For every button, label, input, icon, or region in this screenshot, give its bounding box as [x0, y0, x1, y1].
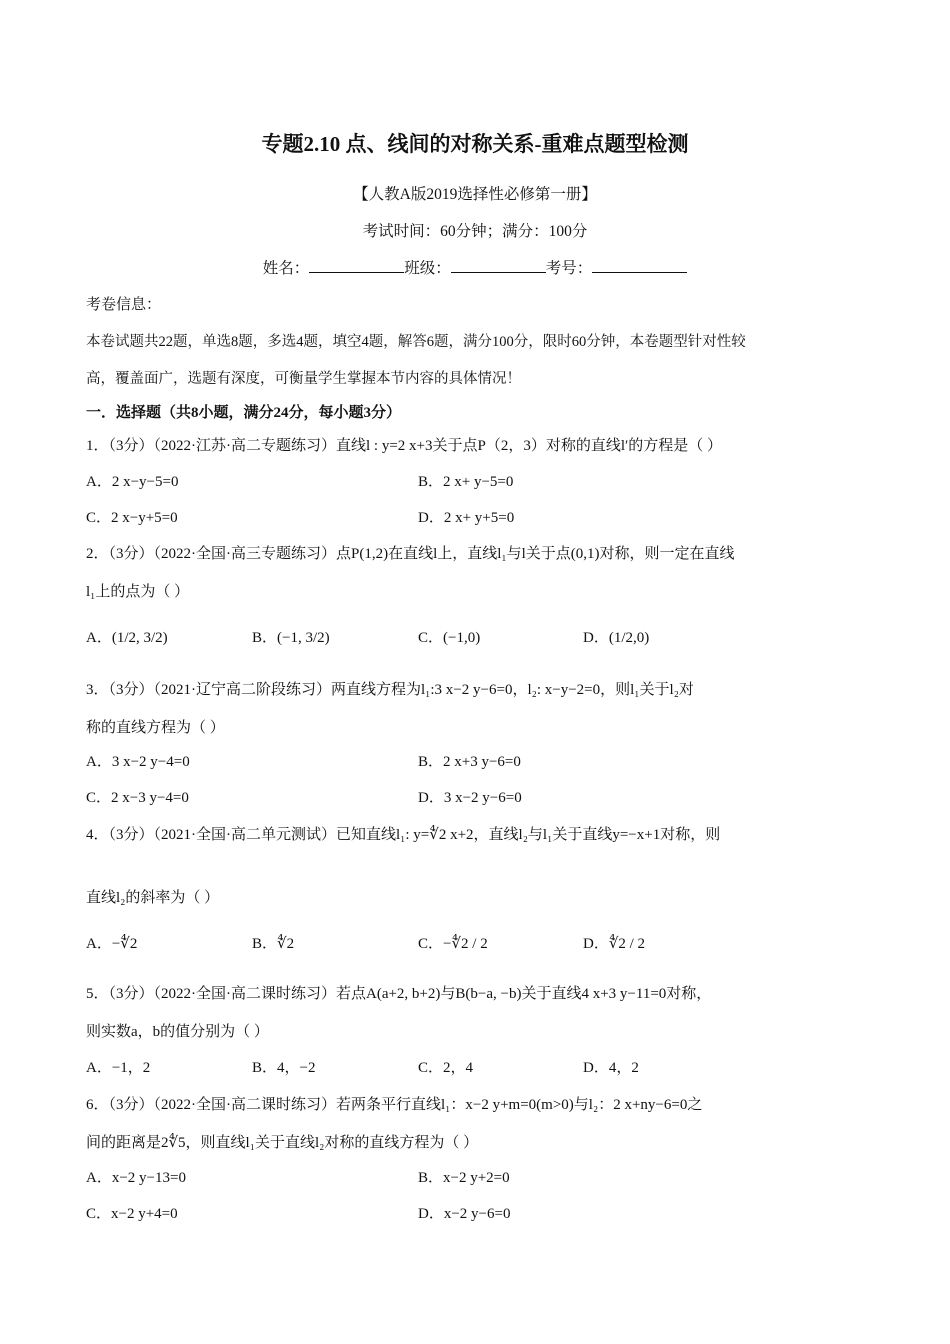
- name-blank: [309, 258, 404, 273]
- question-3-stem-line-1: 3．（3分）（2021·辽宁高二阶段练习）两直线方程为l₁:3 x−2 y−6=0，l₂: x−y−2=0，则l₁关于l₂对: [86, 682, 694, 698]
- question-2-stem-line-2: l₁上的点为（ ）: [86, 584, 190, 600]
- question-6-option-c: C．x−2 y+4=0: [86, 1206, 178, 1222]
- question-2-option-d: D．(1/2,0): [583, 630, 650, 646]
- question-4-option-c: C．−∜2 / 2: [418, 936, 488, 952]
- question-2-option-c: C．(−1,0): [418, 630, 481, 646]
- question-1-option-b: B．2 x+ y−5=0: [418, 474, 514, 490]
- question-2-option-b: B．(−1, 3/2): [252, 630, 330, 646]
- name-label: 姓名：: [262, 260, 310, 277]
- question-4-option-d: D．∜2 / 2: [583, 936, 646, 952]
- question-4-option-b: B．∜2: [252, 936, 295, 952]
- question-1-option-d: D．2 x+ y+5=0: [418, 510, 515, 526]
- question-6-option-a: A．x−2 y−13=0: [86, 1170, 186, 1186]
- question-6-option-b: B．x−2 y+2=0: [418, 1170, 510, 1186]
- id-label: 考号：: [545, 260, 593, 277]
- question-5-stem-line-1: 5．（3分）（2022·全国·高二课时练习）若点A(a+2, b+2)与B(b−a, −b)关于直线4 x+3 y−11=0对称，: [86, 986, 712, 1002]
- question-4-stem-line-2: 直线l₂的斜率为（ ）: [86, 890, 220, 906]
- question-1-stem: 1．（3分）（2022·江苏·高二专题练习）直线l : y=2 x+3关于点P（2，3）对称的直线l′的方程是（ ）: [86, 438, 723, 454]
- question-6-option-d: D．x−2 y−6=0: [418, 1206, 511, 1222]
- info-label: 考卷信息：: [86, 297, 162, 313]
- question-3-stem-line-2: 称的直线方程为（ ）: [86, 720, 225, 736]
- page-title: 专题2.10 点、线间的对称关系-重难点题型检测: [261, 132, 689, 156]
- question-3-option-d: D．3 x−2 y−6=0: [418, 790, 522, 806]
- question-5-option-c: C．2，4: [418, 1060, 474, 1076]
- section-heading: 一．选择题（共8小题，满分24分，每小题3分）: [86, 405, 402, 421]
- exam-info: 考试时间：60分钟；满分：100分: [362, 223, 588, 240]
- question-6-stem-line-2: 间的距离是2∜5，则直线l₁关于直线l₂对称的直线方程为（ ）: [86, 1135, 479, 1151]
- question-6-stem-line-1: 6．（3分）（2022·全国·高二课时练习）若两条平行直线l₁：x−2 y+m=0(m>0)与l₂：2 x+ny−6=0之: [86, 1097, 703, 1113]
- question-3-option-a: A．3 x−2 y−4=0: [86, 754, 190, 770]
- class-blank: [451, 258, 546, 273]
- question-3-option-c: C．2 x−3 y−4=0: [86, 790, 189, 806]
- subtitle: 【人教A版2019选择性必修第一册】: [353, 186, 597, 203]
- question-1-option-a: A．2 x−y−5=0: [86, 474, 179, 490]
- class-label: 班级：: [404, 260, 451, 277]
- question-4-option-a: A．−∜2: [86, 936, 138, 952]
- question-5-stem-line-2: 则实数a，b的值分别为（ ）: [86, 1024, 269, 1040]
- question-2-stem-line-1: 2．（3分）（2022·全国·高三专题练习）点P(1,2)在直线l上，直线l₁与l关于点(0,1)对称，则一定在直线: [86, 546, 735, 562]
- question-3-option-b: B．2 x+3 y−6=0: [418, 754, 521, 770]
- id-blank: [592, 258, 687, 273]
- question-5-option-b: B．4，−2: [252, 1060, 316, 1076]
- info-line-1: 本卷试题共22题，单选8题，多选4题，填空4题，解答6题，满分100分，限时60分钟，本卷题型针对性较: [86, 334, 746, 350]
- question-1-option-c: C．2 x−y+5=0: [86, 510, 178, 526]
- info-line-2: 高，覆盖面广，选题有深度，可衡量学生掌握本节内容的具体情况！: [86, 371, 521, 387]
- question-5-option-a: A．−1，2: [86, 1060, 151, 1076]
- question-5-option-d: D．4，2: [583, 1060, 639, 1076]
- student-info-line: [0, 256, 950, 278]
- question-4-stem-line-1: 4．（3分）（2021·全国·高二单元测试）已知直线l₁: y=∜2 x+2，直线l₂与l₁关于直线y=−x+1对称，则: [86, 827, 721, 843]
- question-2-option-a: A．(1/2, 3/2): [86, 630, 168, 646]
